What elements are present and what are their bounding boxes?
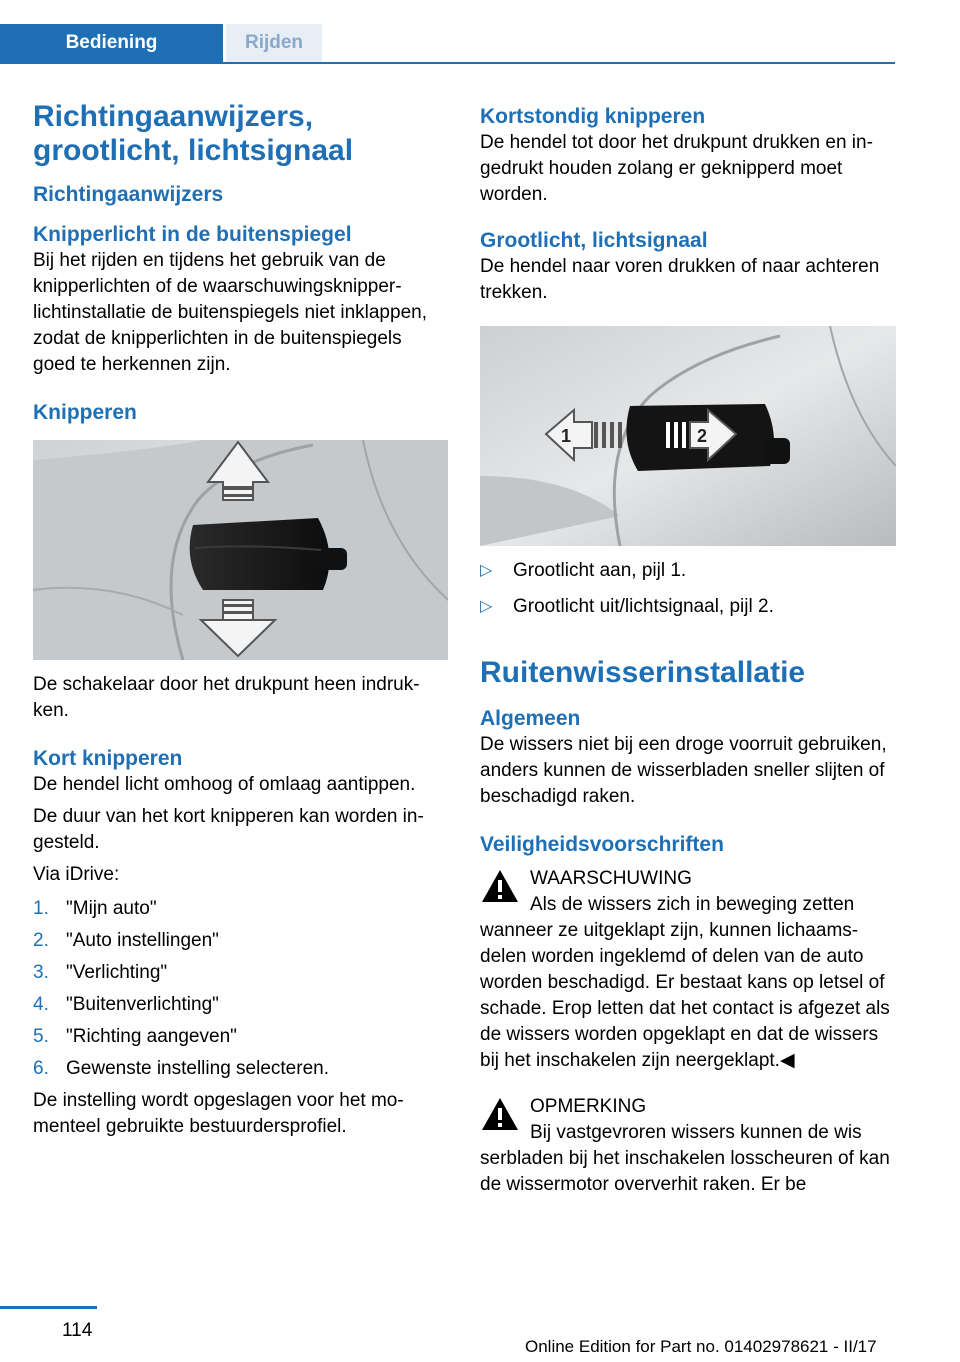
paragraph-knipperen: De schakelaar door het drukpunt heen indrukken. (33, 674, 420, 721)
tab-rijden[interactable]: Rijden (226, 24, 322, 62)
list-item: 4. "Buitenverlichting" (33, 994, 219, 1015)
paragraph-instelling: De instelling wordt opgeslagen voor het momenteel gebruikte bestuurdersprofiel. (33, 1090, 404, 1137)
note-block (480, 1094, 896, 1198)
arrow-1-label: 1 (560, 426, 572, 446)
left-column (33, 100, 448, 1140)
heading-veiligheidsvoorschriften: Veiligheidsvoorschriften (480, 833, 724, 856)
list-item: ▷ Grootlicht aan, pijl 1. (480, 558, 896, 584)
heading-grootlicht: Grootlicht, lichtsignaal (480, 229, 708, 252)
chapter-tab-bar (0, 24, 895, 64)
warning-triangle-icon (480, 1096, 520, 1132)
list-item: 3. "Verlichting" (33, 962, 168, 983)
footer-edition: Online Edition for Part no. 01402978621 - II/17 (525, 1337, 877, 1356)
heading-kort-knipperen: Kort knipperen (33, 747, 183, 770)
page-number: 114 (62, 1320, 93, 1341)
footer-rule (0, 1306, 97, 1309)
section-title: Richtingaanwijzers, grootlicht, lichtsignaal (33, 100, 354, 167)
note-first-line: Bij vastgevroren wissers kunnen de wis (530, 1122, 862, 1143)
idrive-steps-list (33, 896, 448, 1082)
list-item: 1. "Mijn auto" (33, 898, 157, 919)
paragraph-algemeen: De wissers niet bij een droge voorruit gebruiken, anders kunnen de wisserbladen sneller slijten of beschadigd raken. (480, 734, 887, 807)
paragraph-via-idrive: Via iDrive: (33, 864, 120, 885)
heading-richtingaanwijzers: Richtingaanwijzers (33, 183, 224, 206)
right-column (480, 100, 896, 1198)
paragraph-buitenspiegel: Bij het rijden en tijdens het gebruik van de knipperlichten of de waarschuwingsknipperlichtinstallatie de buitenspiegels niet inklappen, zodat de knipperlichten in de buitenspiegels goed te herkennen zijn. (33, 250, 427, 375)
note-label: OPMERKING (530, 1096, 647, 1117)
list-item: ▷ Grootlicht uit/lichtsignaal, pijl 2. (480, 594, 896, 620)
section-title-ruitenwisser: Ruitenwisserinstallatie (480, 656, 806, 689)
heading-knipperen: Knipperen (33, 401, 137, 424)
warning-first-line: Als de wissers zich in beweging zetten (530, 894, 855, 915)
list-item: 6. Gewenste instelling selecteren. (33, 1058, 329, 1079)
arrow-2-label: 2 (696, 426, 708, 446)
paragraph-kort-knipperen-2: De duur van het kort knipperen kan worden ingesteld. (33, 806, 424, 853)
warning-text: wanneer ze uitgeklapt zijn, kunnen lichaamsdelen worden ingeklemd of delen van de auto worden beschadigd. Er bestaat kans op letsel of schade. Erop letten dat het contact is afgezet als de wissers worden opgeklapt en dat de wissers bij het inschakelen zijn neergeklapt.◀ (480, 920, 890, 1071)
triangle-bullet-icon: ▷ (480, 598, 493, 615)
list-item: 5. "Richting aangeven" (33, 1026, 237, 1047)
warning-block (480, 866, 896, 1074)
paragraph-kort-knipperen-1: De hendel licht omhoog of omlaag aantippen. (33, 774, 416, 795)
heading-knipperlicht-buitenspiegel: Knipperlicht in de buitenspiegel (33, 223, 352, 246)
paragraph-kortstondig: De hendel tot door het drukpunt drukken en ingedrukt houden zolang er geknipperd moet worden. (480, 132, 873, 205)
heading-algemeen: Algemeen (480, 707, 581, 730)
high-beam-bullet-list (480, 558, 896, 620)
note-text: serbladen bij het inschakelen losscheuren of kan de wissermotor oververhit raken. Er be (480, 1148, 890, 1195)
high-beam-lever-figure (480, 326, 896, 546)
triangle-bullet-icon: ▷ (480, 562, 493, 579)
heading-kortstondig-knipperen: Kortstondig knipperen (480, 105, 706, 128)
tab-bediening[interactable]: Bediening (0, 24, 223, 62)
paragraph-grootlicht: De hendel naar voren drukken of naar achteren trekken. (480, 256, 880, 303)
turn-signal-lever-figure (33, 440, 448, 660)
list-item: 2. "Auto instellingen" (33, 930, 219, 951)
warning-triangle-icon (480, 868, 520, 904)
warning-label: WAARSCHUWING (530, 868, 692, 889)
